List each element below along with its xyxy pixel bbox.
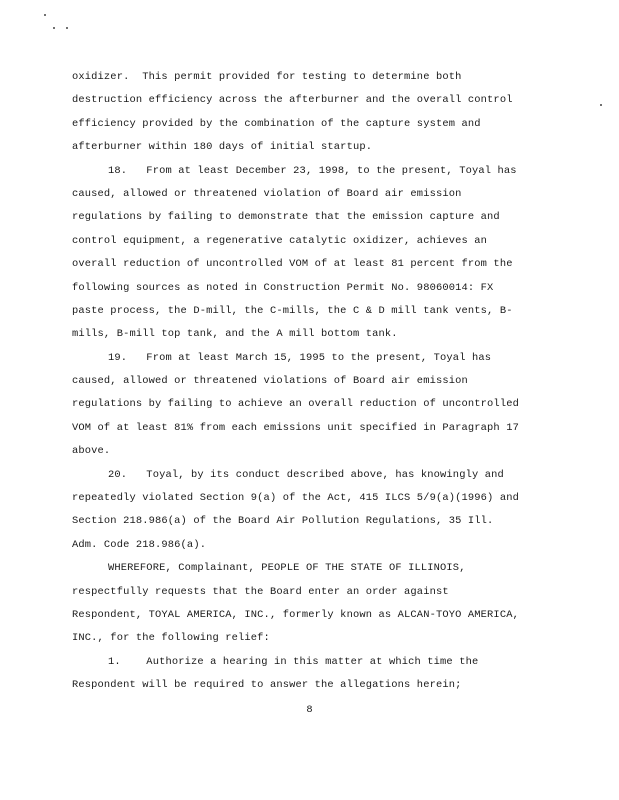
text-line: above. [72, 445, 111, 458]
text-line: overall reduction of uncontrolled VOM of at least 81 percent from the [72, 258, 513, 271]
text-line: efficiency provided by the combination of the capture system and [72, 117, 481, 130]
body-text [72, 66, 542, 698]
text-line: repeatedly violated Section 9(a) of the Act, 415 ILCS 5/9(a)(1996) and [72, 492, 519, 505]
text-line: Adm. Code 218.986(a). [72, 538, 207, 551]
text-line: following sources as noted in Construction Permit No. 98060014: FX [72, 281, 494, 294]
text-line: regulations by failing to achieve an overall reduction of uncontrolled [72, 398, 519, 411]
scan-speck [600, 104, 602, 106]
text-line: destruction efficiency across the afterburner and the overall control [72, 94, 513, 107]
text-line: Section 218.986(a) of the Board Air Pollution Regulations, 35 Ill. [72, 515, 494, 528]
text-line: caused, allowed or threatened violations of Board air emission [72, 375, 468, 388]
wherefore-paragraph-start: WHEREFORE, Complainant, PEOPLE OF THE STATE OF ILLINOIS, [108, 562, 466, 575]
text-line: oxidizer. This permit provided for testing to determine both [72, 71, 462, 83]
text-line: VOM of at least 81% from each emissions unit specified in Paragraph 17 [72, 421, 519, 434]
text-line: Respondent, TOYAL AMERICA, INC., formerly known as ALCAN-TOYO AMERICA, [72, 608, 519, 621]
paragraph-18-start: 18. From at least December 23, 1998, to the present, Toyal has [108, 164, 517, 177]
text-line: INC., for the following relief: [72, 632, 270, 645]
page-number: 8 [306, 704, 313, 716]
text-line: respectfully requests that the Board enter an order against [72, 585, 449, 598]
text-line: paste process, the D-mill, the C-mills, the C & D mill tank vents, B- [72, 304, 513, 317]
text-line: regulations by failing to demonstrate that the emission capture and [72, 211, 500, 224]
text-line: caused, allowed or threatened violation of Board air emission [72, 187, 462, 200]
text-line: Respondent will be required to answer the allegations herein; [72, 679, 462, 692]
paragraph-20-start: 20. Toyal, by its conduct described above, has knowingly and [108, 468, 504, 481]
text-line: control equipment, a regenerative catalytic oxidizer, achieves an [72, 234, 488, 247]
paragraph-19-start: 19. From at least March 15, 1995 to the present, Toyal has [108, 351, 492, 364]
scan-speck [44, 14, 46, 16]
text-line: mills, B-mill top tank, and the A mill bottom tank. [72, 328, 398, 341]
scan-speck [53, 27, 55, 29]
scan-speck [66, 27, 68, 29]
text-line: afterburner within 180 days of initial startup. [72, 141, 373, 154]
relief-item-1-start: 1. Authorize a hearing in this matter at which time the [108, 655, 479, 668]
